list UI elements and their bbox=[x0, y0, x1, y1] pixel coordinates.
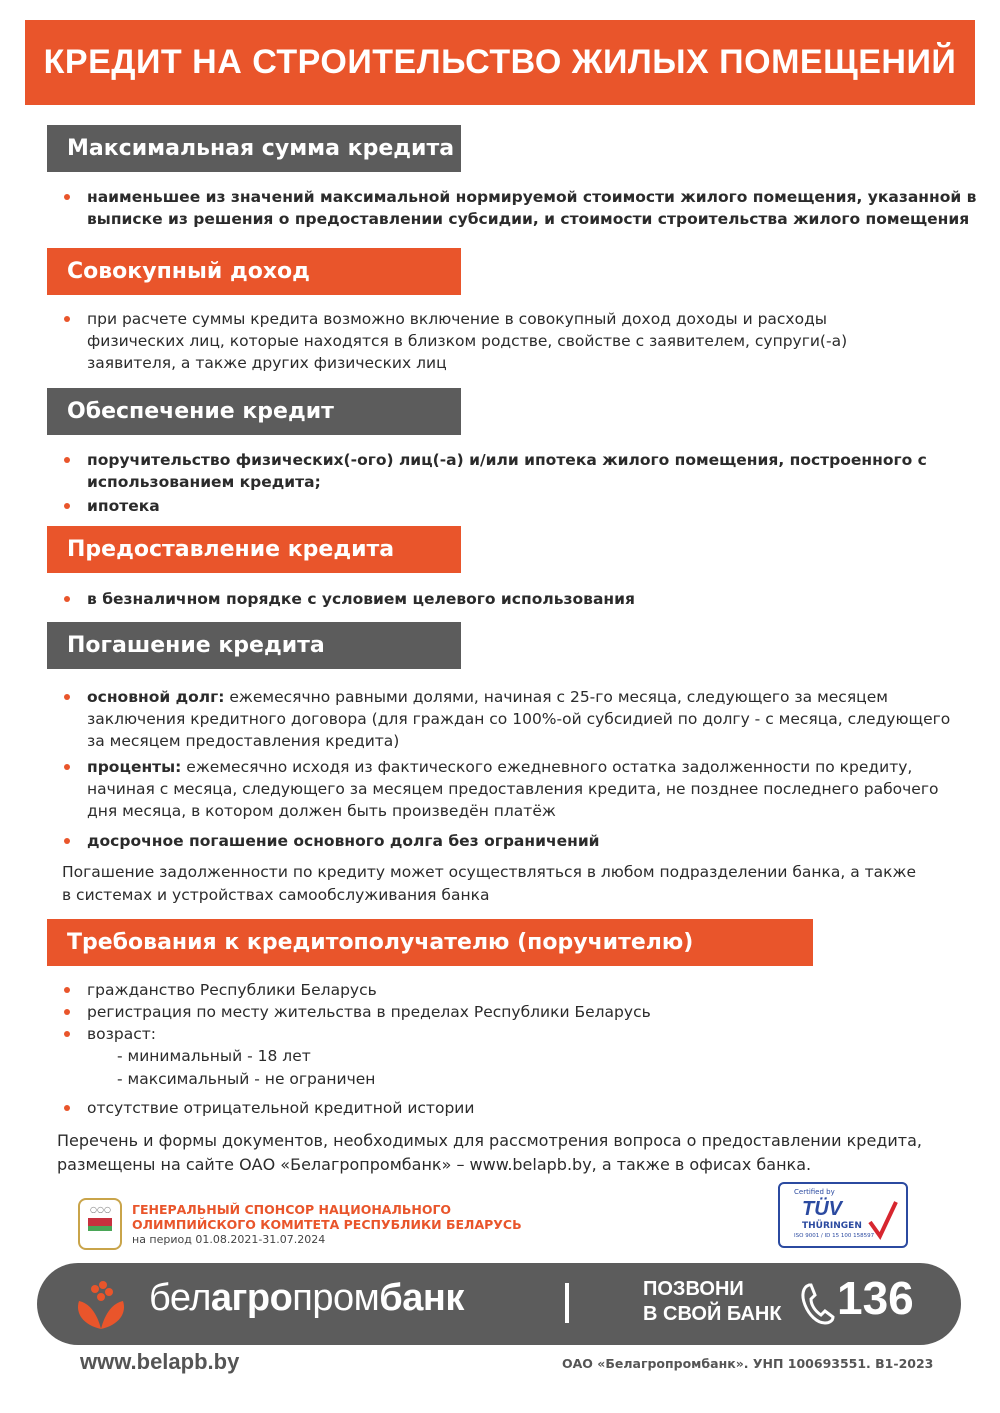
phone-icon bbox=[799, 1281, 839, 1327]
section-heading-requirements: Требования к кредитополучателю (поручителю) bbox=[47, 919, 813, 966]
requirements-list bbox=[62, 979, 942, 1045]
list-item: в безналичном порядке с условием целевого использования bbox=[62, 588, 932, 610]
bank-name: белагропромбанк bbox=[149, 1277, 464, 1319]
income-list bbox=[62, 308, 892, 374]
tuv-certified-label: Certified by bbox=[794, 1188, 835, 1196]
bank-logo-icon bbox=[73, 1279, 129, 1331]
sponsor-block bbox=[78, 1198, 522, 1250]
tuv-iso: ISO 9001 / ID 15 100 158597 bbox=[794, 1233, 875, 1239]
banner-divider bbox=[565, 1283, 569, 1323]
interest-text: ежемесячно исходя из фактического ежедневного остатка задолженности по кредиту, начиная с месяца, следующего за месяцем предоставления кредита, не позднее последнего рабочего дня месяца, в котором должен быть произведён платёж bbox=[87, 758, 939, 820]
section-heading-security: Обеспечение кредит bbox=[47, 388, 461, 435]
list-item: ипотека bbox=[62, 495, 932, 517]
list-item-principal bbox=[62, 686, 962, 752]
repayment-list bbox=[62, 686, 962, 852]
principal-text: ежемесячно равными долями, начиная с 25-го месяца, следующего за месяцем заключения кредитного договора (для граждан со 100%-ой субсидией по долгу - с месяца, следующего за месяцем предоставления кредита) bbox=[87, 688, 951, 750]
documents-note: Перечень и формы документов, необходимых для рассмотрения вопроса о предоставлении кредита, размещены на сайте ОАО «Белагропромбанк» – www.belapb.by, а также в офисах банка. bbox=[57, 1131, 922, 1174]
website-link[interactable]: www.belapb.by bbox=[80, 1349, 240, 1374]
sponsor-line-2: ОЛИМПИЙСКОГО КОМИТЕТА РЕСПУБЛИКИ БЕЛАРУСЬ bbox=[132, 1216, 522, 1232]
bank-banner bbox=[37, 1263, 961, 1345]
interest-label: проценты: bbox=[87, 758, 182, 776]
sponsor-line-1: ГЕНЕРАЛЬНЫЙ СПОНСОР НАЦИОНАЛЬНОГО bbox=[132, 1201, 452, 1217]
age-sublist bbox=[82, 1045, 375, 1091]
section-heading-repayment: Погашение кредита bbox=[47, 622, 461, 669]
repayment-note: Погашение задолженности по кредиту может осуществляться в любом подразделении банка, а также в системах и устройствах самообслуживания банка bbox=[62, 863, 917, 904]
max-amount-list bbox=[62, 186, 982, 230]
phone-number[interactable]: 136 bbox=[837, 1272, 914, 1324]
age-min: - минимальный - 18 лет bbox=[117, 1045, 375, 1068]
age-max: - максимальный - не ограничен bbox=[117, 1068, 375, 1091]
olympic-emblem-icon: ○○○ bbox=[78, 1198, 122, 1250]
sponsor-period: на период 01.08.2021-31.07.2024 bbox=[132, 1232, 326, 1246]
principal-label: основной долг: bbox=[87, 688, 225, 706]
list-item: при расчете суммы кредита возможно включение в совокупный доход доходы и расходы физических лиц, которые находятся в близком родстве, свойстве с заявителем, супруги(-а) заявителя, а также других физических лиц bbox=[62, 308, 892, 374]
sponsor-text bbox=[132, 1202, 522, 1247]
tuv-certificate-badge bbox=[778, 1182, 908, 1248]
list-item: регистрация по месту жительства в пределах Республики Беларусь bbox=[62, 1001, 942, 1023]
requirements-list-last bbox=[62, 1097, 942, 1119]
tuv-checkmark-icon bbox=[868, 1200, 898, 1240]
list-item-early: досрочное погашение основного долга без ограничений bbox=[62, 830, 962, 852]
section-heading-income: Совокупный доход bbox=[47, 248, 461, 295]
tuv-region: THÜRINGEN bbox=[802, 1221, 862, 1231]
security-list bbox=[62, 449, 932, 517]
call-us-text: ПОЗВОНИ В СВОЙ БАНК bbox=[643, 1278, 782, 1325]
section-heading-max-amount: Максимальная сумма кредита bbox=[47, 125, 461, 172]
list-item: гражданство Республики Беларусь bbox=[62, 979, 942, 1001]
section-heading-provision: Предоставление кредита bbox=[47, 526, 461, 573]
list-item: возраст: bbox=[62, 1023, 942, 1045]
list-item: поручительство физических(-ого) лиц(-а) и/или ипотека жилого помещения, построенного с использованием кредита; bbox=[62, 449, 932, 493]
tuv-brand: TÜV bbox=[802, 1198, 842, 1220]
provision-list bbox=[62, 588, 932, 610]
list-item: наименьшее из значений максимальной нормируемой стоимости жилого помещения, указанной в выписке из решения о предоставлении субсидии, и стоимости строительства жилого помещения bbox=[62, 186, 982, 230]
list-item: отсутствие отрицательной кредитной истории bbox=[62, 1097, 942, 1119]
list-item-interest bbox=[62, 756, 962, 822]
page-title: КРЕДИТ НА СТРОИТЕЛЬСТВО ЖИЛЫХ ПОМЕЩЕНИЙ bbox=[25, 20, 975, 105]
legal-info: ОАО «Белагропромбанк». УНП 100693551. В1-2023 bbox=[562, 1356, 934, 1371]
